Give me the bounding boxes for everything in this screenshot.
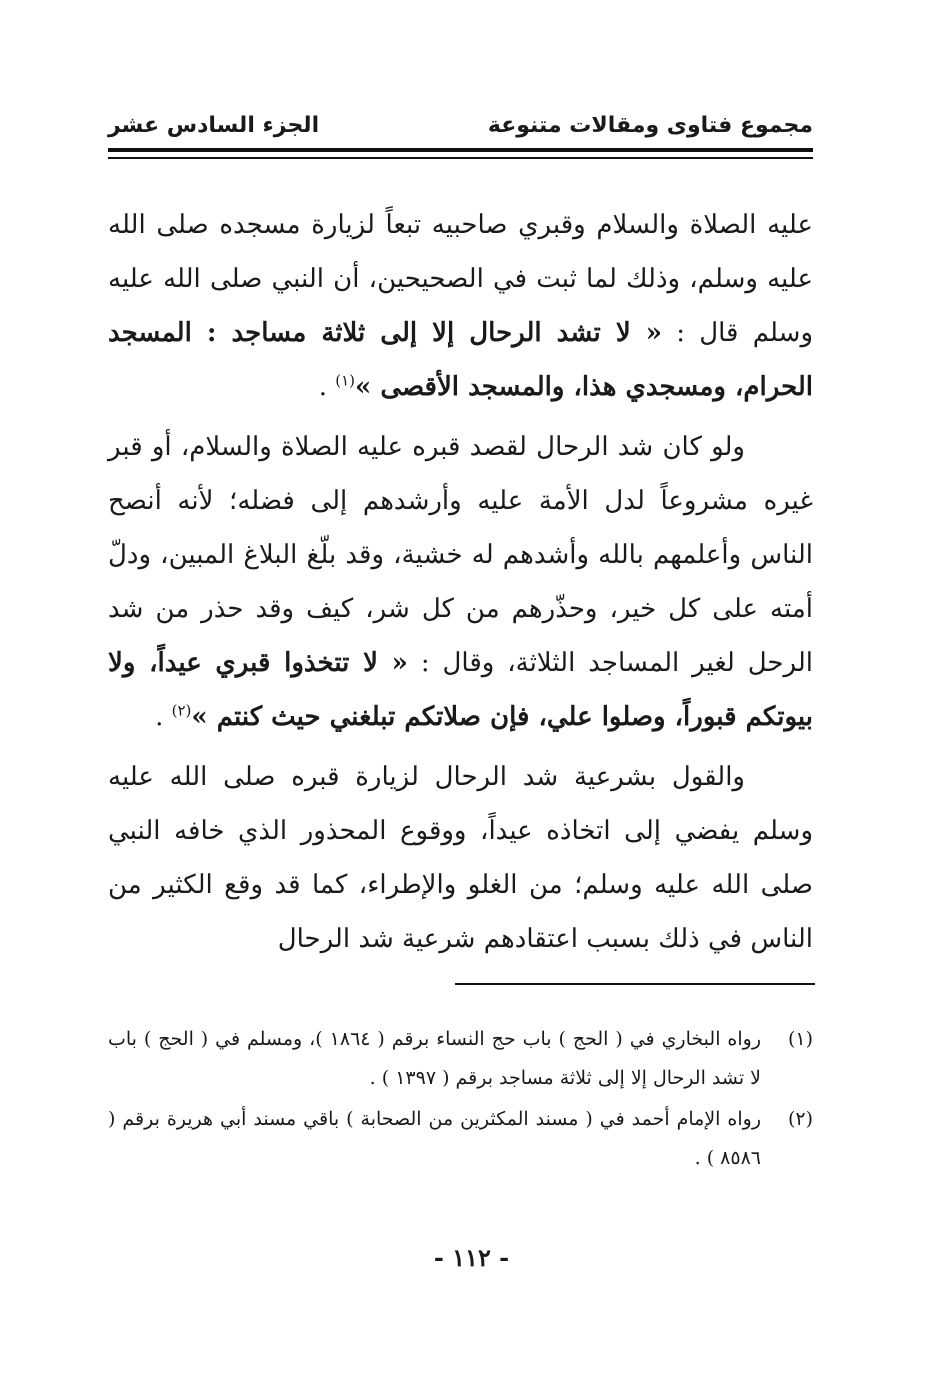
paragraph-1: [108, 198, 813, 414]
volume-label: الجزء السادس عشر: [108, 113, 320, 138]
hadith-quote-2: « لا تتخذوا قبري عيداً، ولا بيوتكم قبوراً، وصلوا علي، فإن صلاتكم تبلغني حيث كنتم »: [108, 648, 813, 732]
footnote-number: (٢): [787, 1108, 813, 1130]
hadith-quote-1: « لا تشد الرحال إلا إلى ثلاثة مساجد : المسجد الحرام، ومسجدي هذا، والمسجد الأقصى »: [108, 318, 813, 402]
paragraph-3: [108, 750, 813, 966]
paragraph-3-text: والقول بشرعية شد الرحال لزيارة قبره صلى الله عليه وسلم يفضي إلى اتخاذه عيداً، ووقوع المحذور الذي خافه النبي صلى الله عليه وسلم؛ من الغلو والإطراء، كما قد وقع الكثير من الناس في ذلك بسبب اعتقادهم شرعية شد الرحال: [108, 762, 813, 954]
header-rule-thick: [108, 148, 813, 152]
footnote-separator: [455, 983, 815, 985]
footnote-ref-1: (١): [335, 371, 356, 390]
footnote-1: [108, 1020, 813, 1098]
paragraph-1-text: عليه الصلاة والسلام وقبري صاحبيه تبعاً لزيارة مسجده صلى الله عليه وسلم، وذلك لما ثبت في الصحيحين، أن النبي صلى الله عليه وسلم قال :: [108, 210, 813, 348]
footnotes: [108, 1020, 813, 1180]
body-text: [108, 198, 813, 972]
footnote-number: (١): [787, 1028, 813, 1050]
footnote-ref-2: (٢): [171, 701, 192, 720]
book-title: مجموع فتاوى ومقالات متنوعة: [487, 113, 813, 138]
paragraph-2: [108, 420, 813, 744]
paragraph-2-text: ولو كان شد الرحال لقصد قبره عليه الصلاة والسلام، أو قبر غيره مشروعاً لدل الأمة عليه وأرشدهم إلى فضله؛ لأنه أنصح الناس وأعلمهم بالله وأشدهم له خشية، وقد بلّغ البلاغ المبين، ودلّ أمته على كل خير، وحذّرهم من كل شر، كيف وقد حذر من شد الرحل لغير المساجد الثلاثة، وقال :: [108, 432, 814, 678]
footnote-2: [108, 1100, 813, 1178]
paragraph-2-end: .: [155, 702, 172, 732]
footnote-text: رواه البخاري في ( الحج ) باب حج النساء برقم ( ١٨٦٤ )، ومسلم في ( الحج ) باب لا تشد الرحال إلا إلى ثلاثة مساجد برقم ( ١٣٩٧ ) .: [108, 1028, 761, 1089]
page-number: - ١١٢ -: [433, 1243, 510, 1272]
paragraph-1-end: .: [318, 372, 336, 402]
header-rule-thin: [108, 157, 813, 159]
running-header: [108, 108, 813, 144]
footnote-text: رواه الإمام أحمد في ( مسند المكثرين من الصحابة ) باقي مسند أبي هريرة برقم ( ٨٥٨٦ ) .: [108, 1108, 761, 1169]
